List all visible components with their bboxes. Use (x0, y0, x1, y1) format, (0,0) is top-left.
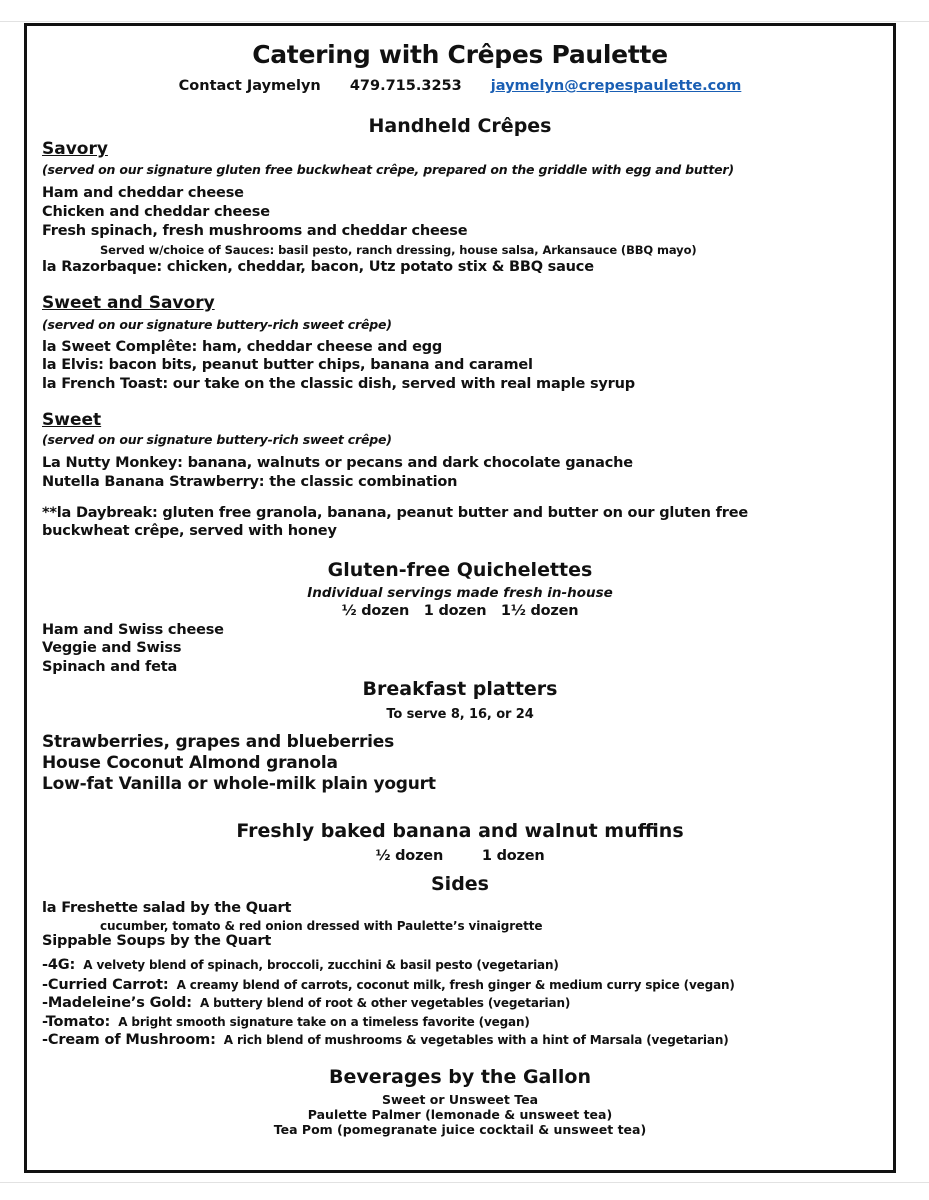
menu-item: La Nutty Monkey: banana, walnuts or pecans and dark chocolate ganache (42, 455, 633, 471)
beverage-item: Tea Pom (pomegranate juice cocktail & unsweet tea) (273, 1122, 647, 1137)
section-heading-breakfast: Breakfast platters (362, 678, 558, 700)
subsection-savory: Savory (42, 139, 108, 159)
menu-item: la Elvis: bacon bits, peanut butter chips, banana and caramel (42, 357, 533, 373)
subsection-sweet-savory: Sweet and Savory (42, 293, 215, 313)
section-heading-muffins: Freshly baked banana and walnut muffins (236, 820, 684, 842)
bottom-divider (0, 1182, 929, 1183)
breakfast-subtitle: To serve 8, 16, or 24 (386, 707, 534, 722)
menu-item: Veggie and Swiss (42, 640, 182, 656)
menu-item: Strawberries, grapes and blueberries (42, 732, 395, 752)
sweet-note: (served on our signature buttery-rich sweet crêpe) (42, 432, 392, 447)
soup-desc: A buttery blend of root & other vegetables (vegetarian) (191, 996, 571, 1010)
menu-item: Nutella Banana Strawberry: the classic combination (42, 474, 458, 490)
menu-item: la Freshette salad by the Quart (42, 900, 292, 916)
section-heading-sides: Sides (431, 873, 489, 895)
menu-item-daybreak: **la Daybreak: gluten free granola, banana, peanut butter and butter on our gluten free (42, 505, 748, 521)
soup-item (42, 995, 570, 1011)
menu-page (24, 23, 896, 1173)
soup-item (42, 957, 559, 973)
subsection-sweet: Sweet (42, 410, 102, 430)
soup-desc: A bright smooth signature take on a timeless favorite (vegan) (110, 1015, 530, 1029)
menu-item: Ham and Swiss cheese (42, 622, 224, 638)
menu-item: Fresh spinach, fresh mushrooms and cheddar cheese (42, 223, 468, 239)
soup-name: -Curried Carrot: (42, 977, 169, 993)
top-divider (0, 21, 929, 22)
sauces-note: Served w/choice of Sauces: basil pesto, ranch dressing, house salsa, Arkansauce (BBQ mayo) (100, 243, 697, 257)
soup-name: -Madeleine’s Gold: (42, 995, 192, 1011)
muffins-sizes: ½ dozen 1 dozen (375, 848, 545, 864)
menu-item: la Sweet Complête: ham, cheddar cheese and egg (42, 339, 443, 355)
beverage-item: Paulette Palmer (lemonade & unsweet tea) (307, 1107, 613, 1122)
contact-name: Contact Jaymelyn (178, 78, 321, 94)
menu-item: House Coconut Almond granola (42, 753, 338, 773)
quichelettes-subtitle: Individual servings made fresh in-house (307, 585, 613, 601)
email-link[interactable]: jaymelyn@crepespaulette.com (490, 78, 742, 94)
soup-name: -Tomato: (42, 1014, 111, 1030)
soup-desc: A creamy blend of carrots, coconut milk, fresh ginger & medium curry spice (vegan) (168, 978, 735, 992)
menu-item-daybreak-cont: buckwheat crêpe, served with honey (42, 523, 337, 539)
soup-item (42, 1032, 729, 1048)
page-title: Catering with Crêpes Paulette (252, 40, 668, 69)
soup-name: -Cream of Mushroom: (42, 1032, 216, 1048)
sweet-savory-note: (served on our signature buttery-rich sweet crêpe) (42, 317, 392, 332)
quichelettes-sizes: ½ dozen 1 dozen 1½ dozen (341, 603, 579, 619)
section-heading-beverages: Beverages by the Gallon (329, 1066, 591, 1088)
menu-item: la Razorbaque: chicken, cheddar, bacon, Utz potato stix & BBQ sauce (42, 259, 594, 275)
beverage-item: Sweet or Unsweet Tea (381, 1092, 539, 1107)
menu-item: Chicken and cheddar cheese (42, 204, 270, 220)
menu-item: Ham and cheddar cheese (42, 185, 244, 201)
menu-item: Spinach and feta (42, 659, 178, 675)
soup-item (42, 977, 735, 993)
menu-item: la French Toast: our take on the classic dish, served with real maple syrup (42, 376, 635, 392)
menu-item: Low-fat Vanilla or whole-milk plain yogurt (42, 774, 436, 794)
soup-desc: A velvety blend of spinach, broccoli, zucchini & basil pesto (vegetarian) (75, 958, 559, 972)
section-heading-handheld: Handheld Crêpes (368, 115, 552, 137)
contact-line (27, 78, 893, 94)
savory-note: (served on our signature gluten free buckwheat crêpe, prepared on the griddle with egg and butter) (42, 162, 734, 177)
contact-phone: 479.715.3253 (349, 78, 462, 94)
soups-title: Sippable Soups by the Quart (42, 933, 272, 949)
salad-desc: cucumber, tomato & red onion dressed with Paulette’s vinaigrette (100, 919, 543, 933)
soup-item (42, 1014, 530, 1030)
soup-name: -4G: (42, 957, 76, 973)
soup-desc: A rich blend of mushrooms & vegetables with a hint of Marsala (vegetarian) (215, 1033, 729, 1047)
section-heading-quichelettes: Gluten-free Quichelettes (327, 559, 593, 581)
